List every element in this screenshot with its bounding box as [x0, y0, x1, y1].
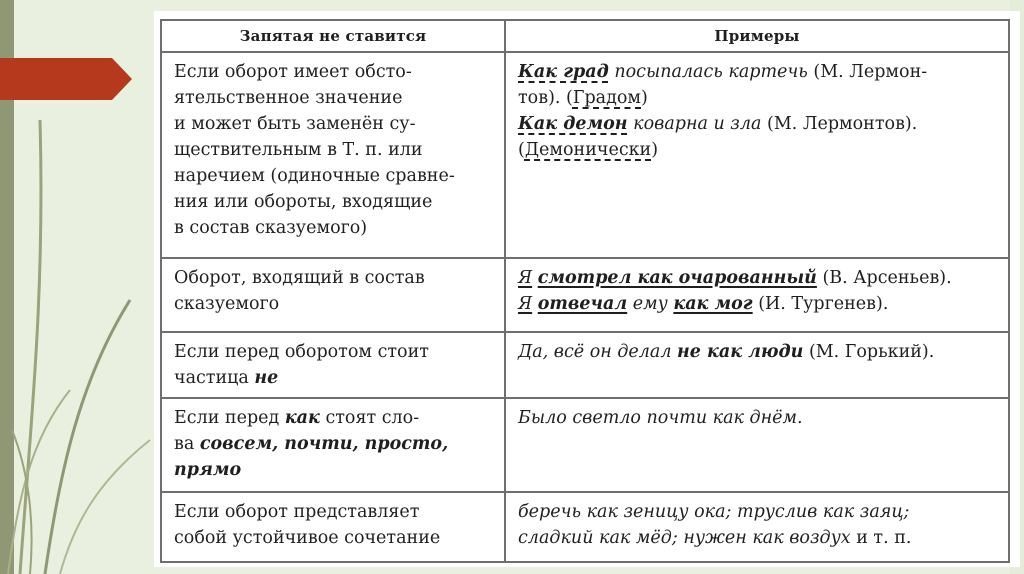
example-line [518, 85, 996, 111]
rule-line [174, 431, 492, 457]
rule-line: в состав сказуемого) [174, 218, 368, 238]
rule-cell [161, 398, 505, 492]
example-text: сладкий как мёд; нужен как воздух [518, 528, 851, 548]
example-source: (М. Горький). [803, 342, 935, 362]
example-cell [505, 398, 1009, 492]
example-line [518, 111, 996, 137]
punctuation-table [160, 19, 1010, 563]
rule-cell [161, 332, 505, 398]
header-row [161, 20, 1009, 52]
rule-line: Если оборот представляет [174, 502, 420, 522]
table-row [161, 52, 1009, 258]
rule-text: Если перед [174, 408, 285, 428]
example-line [518, 137, 996, 163]
rule-cell [161, 52, 505, 258]
rule-line [174, 457, 492, 483]
example-text: Да, всё он делал [518, 342, 678, 362]
example-term: Градом [572, 88, 642, 108]
example-line: Было светло почти как днём. [518, 408, 803, 428]
table-row [161, 492, 1009, 562]
example-line [518, 291, 996, 317]
rule-keyword: как [284, 408, 320, 428]
table-row [161, 332, 1009, 398]
example-source: ) [641, 88, 648, 108]
example-text: посыпалась картечь [608, 62, 808, 82]
example-subject: Я [518, 268, 533, 288]
rule-cell [161, 258, 505, 332]
example-line [518, 339, 996, 365]
example-cell [505, 332, 1009, 398]
example-text: ему [627, 294, 674, 314]
rule-keyword: не [254, 368, 279, 388]
rule-line: и может быть заменён су- [174, 114, 416, 134]
example-term: Как град [518, 62, 609, 82]
example-cell [505, 258, 1009, 332]
example-term: не как люди [677, 342, 804, 362]
header-examples: Примеры [505, 20, 1009, 52]
example-line: беречь как зеницу ока; труслив как заяц; [518, 502, 910, 522]
rule-line: ятельственное значение [174, 88, 403, 108]
example-text: коварна и зла [627, 114, 762, 134]
example-line [518, 525, 996, 551]
rule-line [174, 405, 492, 431]
rule-line: ществительным в Т. п. или [174, 140, 423, 160]
example-line [518, 59, 996, 85]
rule-line: наречием (одиночные сравне- [174, 166, 455, 186]
example-term: Демонически [524, 140, 652, 160]
rule-cell [161, 492, 505, 562]
example-source: (И. Тургенев). [752, 294, 889, 314]
example-subject: Я [518, 294, 533, 314]
example-source: и т. п. [850, 528, 912, 548]
rule-text: частица [174, 368, 255, 388]
example-term: Как демон [518, 114, 628, 134]
example-source: ( [518, 140, 525, 160]
rule-line [174, 365, 492, 391]
example-source: (М. Лермонтов). [761, 114, 918, 134]
red-arrow-shape [0, 58, 132, 100]
header-rule: Запятая не ставится [161, 20, 505, 52]
table-row [161, 258, 1009, 332]
example-term: как мог [673, 294, 753, 314]
rule-line: Оборот, входящий в состав [174, 268, 425, 288]
rule-line: собой устойчивое сочетание [174, 528, 441, 548]
rule-keyword: прямо [174, 460, 242, 480]
rule-keyword: совсем, почти, просто, [199, 434, 449, 454]
rule-text: стоят сло- [319, 408, 420, 428]
example-term: смотрел как очарованный [537, 268, 817, 288]
rule-line: Если оборот имеет обсто- [174, 62, 412, 82]
example-cell [505, 492, 1009, 562]
rules-sheet [154, 11, 1020, 567]
table-row [161, 398, 1009, 492]
rule-line: сказуемого [174, 294, 280, 314]
example-cell [505, 52, 1009, 258]
rule-line: ния или обороты, входящие [174, 192, 433, 212]
example-source: тов). ( [518, 88, 573, 108]
example-line [518, 265, 996, 291]
rule-text: ва [174, 434, 200, 454]
rule-line: Если перед оборотом стоит [174, 342, 429, 362]
example-source: (М. Лермон- [807, 62, 928, 82]
example-source: (В. Арсеньев). [816, 268, 952, 288]
example-source: ) [651, 140, 659, 160]
example-term: отвечал [537, 294, 628, 314]
